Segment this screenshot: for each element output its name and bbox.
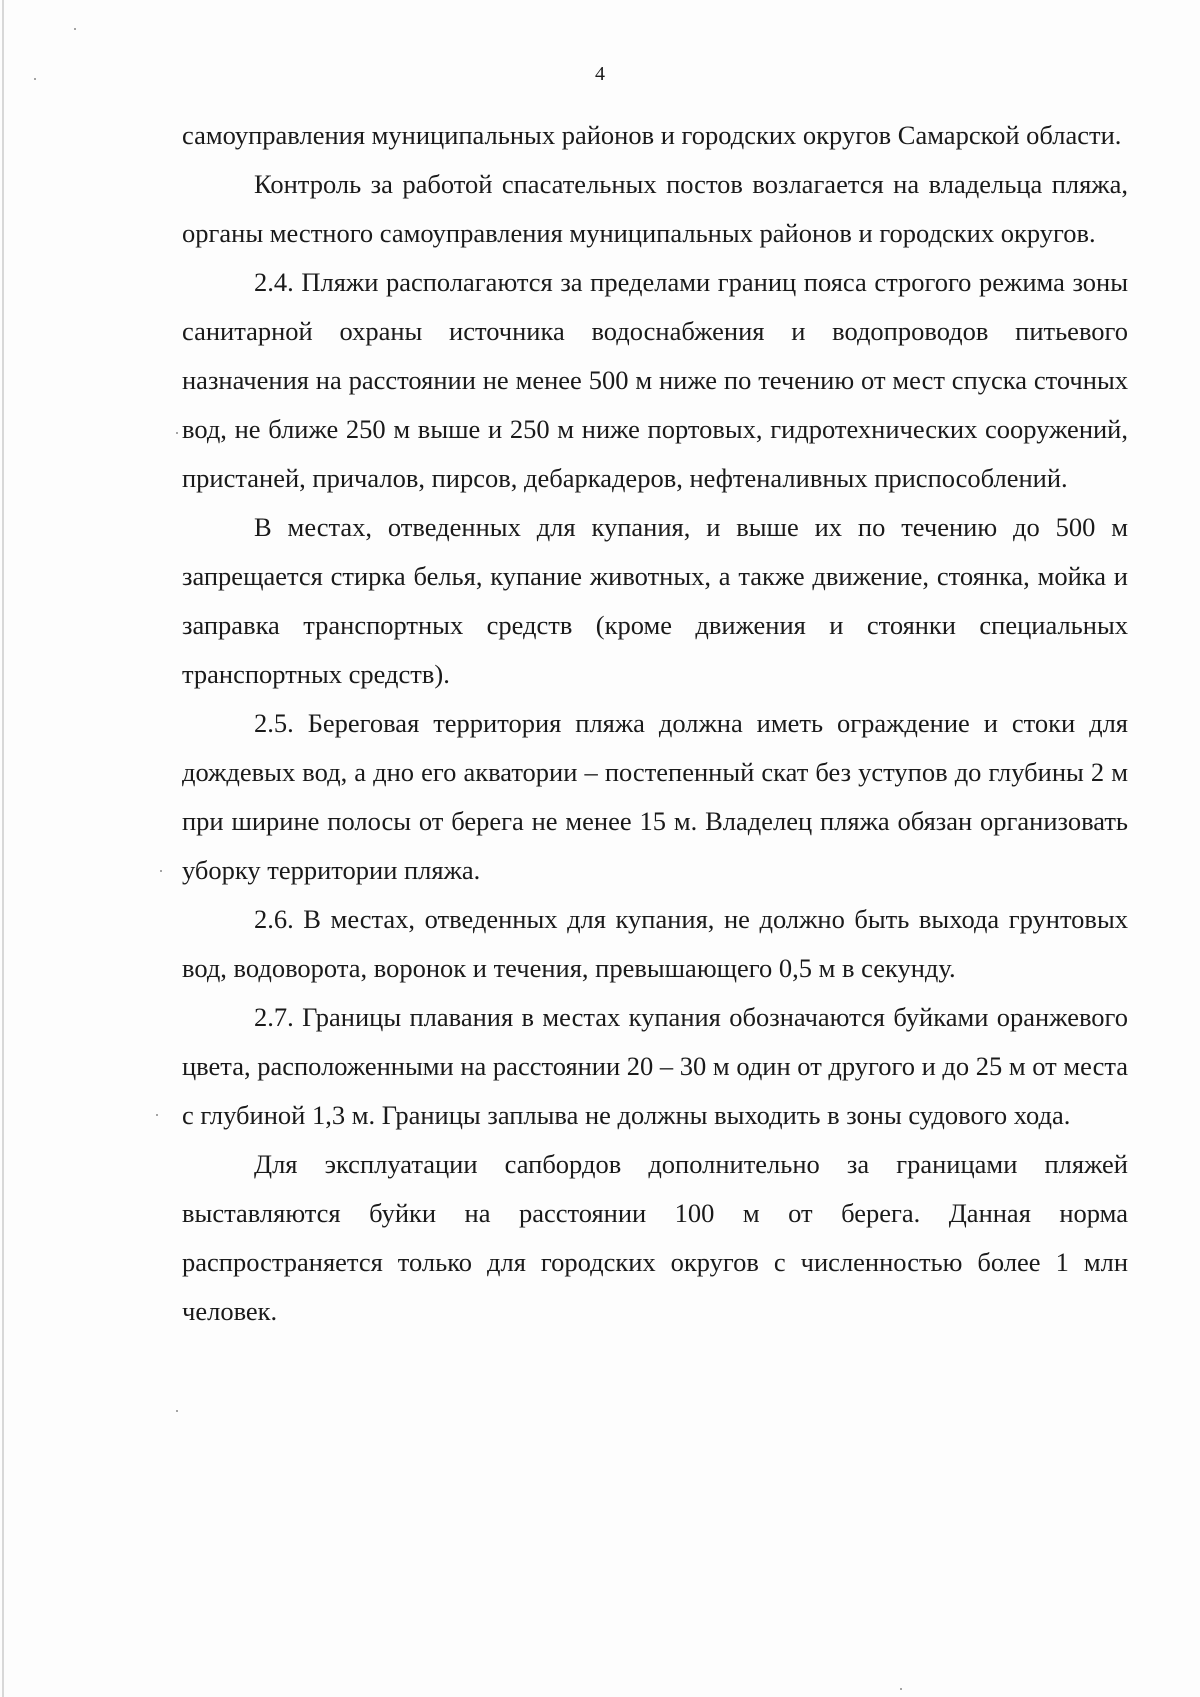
document-body xyxy=(182,111,1128,1336)
paragraph-supboards: Для эксплуатации сапбордов дополнительно за границами пляжей выставляются буйки на расстоянии 100 м от берега. Данная норма распространяется только для городских округов с численностью более 1 млн человек. xyxy=(182,1149,1128,1326)
scan-edge-line xyxy=(2,0,4,1697)
paragraph-2-7: 2.7. Границы плавания в местах купания обозначаются буйками оранжевого цвета, расположенными на расстоянии 20 – 30 м один от другого и до 25 м от места с глубиной 1,3 м. Границы заплыва не должны выходить в зоны судового хода. xyxy=(182,1002,1128,1130)
scan-speck xyxy=(34,78,36,80)
scan-speck xyxy=(156,1114,158,1116)
paragraph-2-6: 2.6. В местах, отведенных для купания, не должно быть выхода грунтовых вод, водоворота, воронок и течения, превышающего 0,5 м в секунду. xyxy=(182,904,1128,983)
paragraph-control: Контроль за работой спасательных постов возлагается на владельца пляжа, органы местного самоуправления муниципальных районов и городских округов. xyxy=(182,169,1128,248)
scan-speck xyxy=(176,1410,178,1412)
paragraph-bathing-places: В местах, отведенных для купания, и выше их по течению до 500 м запрещается стирка белья, купание животных, а также движение, стоянка, мойка и заправка транспортных средств (кроме движения и стоянки специальных транспортных средств). xyxy=(182,512,1128,689)
scan-speck xyxy=(160,870,162,872)
scan-speck xyxy=(900,1688,902,1690)
scan-speck xyxy=(74,28,76,30)
paragraph-continuation: самоуправления муниципальных районов и городских округов Самарской области. xyxy=(182,120,1122,150)
scan-speck xyxy=(176,432,178,434)
paragraph-2-5: 2.5. Береговая территория пляжа должна иметь ограждение и стоки для дождевых вод, а дно его акватории – постепенный скат без уступов до глубины 2 м при ширине полосы от берега не менее 15 м. Владелец пляжа обязан организовать уборку территории пляжа. xyxy=(182,708,1128,885)
paragraph-2-4: 2.4. Пляжи располагаются за пределами границ пояса строгого режима зоны санитарной охраны источника водоснабжения и водопроводов питьевого назначения на расстоянии не менее 500 м ниже по течению от мест спуска сточных вод, не ближе 250 м выше и 250 м ниже портовых, гидротехнических сооружений, пристаней, причалов, пирсов, дебаркадеров, нефтеналивных приспособлений. xyxy=(182,267,1128,493)
page-number: 4 xyxy=(595,63,605,85)
